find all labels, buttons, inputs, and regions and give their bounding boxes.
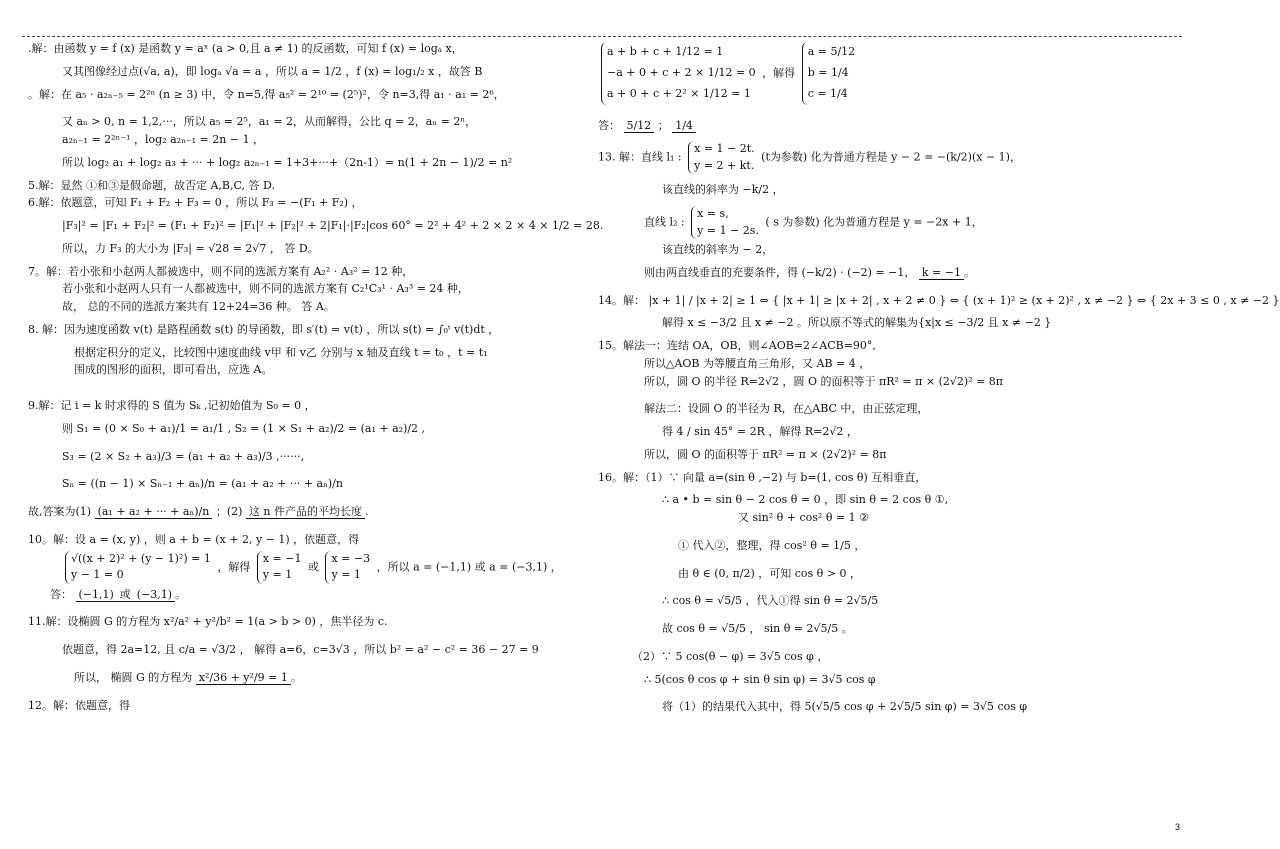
s13-line-5 [598, 266, 1188, 280]
s15-line-6: 所以，圆 O 的面积等于 πR² = π × (2√2)² = 8π [644, 447, 887, 461]
s10-tail: ，所以 a = (−1,1) 或 a = (−3,1) ， [376, 560, 562, 573]
s16-line-7: 故 cos θ = √5/5 ， sin θ = 2√5/5 。 [662, 622, 853, 636]
s9-answer-mid: ；(2) [215, 505, 243, 518]
s16-line-2: ∴ a • b = sin θ − 2 cos θ = 0 ，即 sin θ = 2 cos θ ①, [662, 493, 949, 507]
right-column [598, 42, 1280, 714]
s13-l1-prefix: 13. 解：直线 l₁ : [598, 150, 682, 164]
s9-answer [28, 505, 583, 519]
s13-l1-end: (t为参数) 化为普通方程是 y − 2 = −(k/2)(x − 1)， [761, 150, 1021, 164]
s9-answer-1: (a₁ + a₂ + ··· + aₙ)/n [95, 505, 213, 519]
s10-solve-label: ，解得 [217, 560, 251, 573]
s11-line-3-prefix: 所以， 椭圆 G 的方程为 [74, 670, 193, 684]
s10-sys2-eq1: x = −1 [262, 551, 302, 565]
s11-line-3 [28, 671, 583, 685]
s5-line: 5.解：显然 ①和③是假命题，故否定 A,B,C, 答 D. [28, 178, 275, 192]
s9-line-1: 9.解：记 i = k 时求得的 S 值为 Sₖ ,记初始值为 S₀ = 0 ， [28, 399, 316, 412]
s13-l3-end: ( s 为参数) 化为普通方程是 y = −2x + 1， [765, 215, 983, 229]
s4b-line-1: 。解：在 a₅ · a₂ₙ₋₅ = 2²ⁿ (n ≥ 3) 中，令 n=5,得 a₅² = 2¹⁰ = (2⁵)²，令 n=3,得 a₁ · a₁ = 2⁶， [28, 87, 505, 101]
s9-answer-prefix: 故,答案为(1) [28, 505, 92, 518]
s12-line-1: 12。解：依题意，得 [28, 698, 130, 712]
s4-line-2: 又其图像经过点(√a, a)，即 logₐ √a = a ，所以 a = 1/2 ，f (x) = log₁/₂ x ，故答 B [62, 64, 483, 78]
s10-answer-or: 或 [117, 588, 134, 602]
s13-l3-prefix: 直线 l₂ : [644, 215, 685, 229]
s13-line-3 [598, 206, 1188, 239]
s10-sys3-eq2: y = 1 [331, 568, 361, 581]
s10-answer-1: (−1,1) [76, 588, 117, 602]
s10-sys1-eq1: √((x + 2)² + (y − 1)²) = 1 [71, 551, 211, 565]
s7-line-3: 故， 总的不同的选派方案共有 12+24=36 种。 答 A。 [62, 300, 335, 313]
s13-answer: k = −1 [919, 266, 964, 280]
s4-line-1: .解：由函数 y = f (x) 是函数 y = aˣ (a > 0,且 a ≠ 1) 的反函数，可知 f (x) = logₐ x， [28, 42, 463, 55]
s9-answer-2: 这 n 件产品的平均长度 [246, 505, 365, 519]
s13-line-1 [598, 141, 1188, 174]
s10-answer [28, 588, 583, 602]
s7-line-1: 7。解：若小张和小赵两人都被选中，则不同的选派方案有 A₂² · A₃² = 12 种， [28, 264, 414, 278]
s12-system [598, 42, 1188, 105]
s9-answer-end: . [365, 505, 369, 518]
s14-line-2: 解得 x ≤ −3/2 且 x ≠ −2 。所以原不等式的解集为{x|x ≤ −3/2 且 x ≠ −2 } [662, 316, 1052, 330]
s10-system-2 [257, 551, 302, 584]
s15-line-4: 解法二：设圆 O 的半径为 R，在△ABC 中，由正弦定理， [644, 402, 929, 416]
s12-solve-label: ，解得 [762, 66, 796, 80]
s13-system-2 [691, 206, 759, 239]
s13-l5-end: 。 [963, 265, 975, 279]
s10-answer-label: 答： [50, 587, 72, 601]
s4b-line-4: 所以 log₂ a₁ + log₂ a₃ + ··· + log₂ a₂ₙ₋₁ = 1+3+···+（2n-1）= n(1 + 2n − 1)/2 = n² [62, 155, 513, 169]
s12-eq1: a + b + c + 1/12 = 1 [607, 45, 724, 58]
s10-sys3-eq1: x = −3 [331, 551, 371, 565]
s12-eq3: a + 0 + c + 2² × 1/12 = 1 [607, 86, 751, 100]
s15-line-1: 15。解法一：连结 OA，OB，则∠AOB=2∠ACB=90°, [598, 339, 876, 353]
s13-system-1 [688, 141, 755, 174]
s11-line-1: 11.解：设椭圆 G 的方程为 x²/a² + y²/b² = 1(a > b > 0) ，焦半径为 c. [28, 615, 388, 629]
page-top-rule [22, 36, 1182, 37]
s16-line-4: ① 代入②，整理，得 cos² θ = 1/5 ， [678, 538, 866, 552]
s15-line-2: 所以△AOB 为等腰直角三角形，又 AB = 4 ， [644, 356, 871, 370]
s7-line-2: 若小张和小赵两人只有一人都被选中，则不同的选派方案有 C₂¹C₃¹ · A₃³ = 24 种， [62, 282, 469, 296]
s16-line-1: 16。解：（1）∵ 向量 a=(sin θ ,−2) 与 b=(1, cos θ) 互相垂直， [598, 470, 927, 484]
s10-line-1: 10。解：设 a = (x, y) ，则 a + b = (x + 2, y − 1) ，依题意，得 [28, 532, 360, 546]
s11-ellipse-equation: x²/36 + y²/9 = 1 [196, 671, 291, 685]
s13-line-4: 该直线的斜率为 − 2， [662, 243, 774, 257]
s12-eq2: −a + 0 + c + 2 × 1/12 = 0 [607, 65, 756, 79]
s13-l5-text: 则由两直线垂直的充要条件，得 (−k/2) · (−2) = −1， [644, 265, 916, 279]
s6-line-1: 6.解：依题意，可知 F₁ + F₂ + F₃ = 0 ，所以 F₃ = −(F₁ + F₂) ， [28, 196, 363, 210]
s10-or: 或 [307, 560, 319, 573]
s13-sys2-eq1: x = s, [697, 207, 729, 221]
s14-line-1: 14。解： |x + 1| / |x + 2| ≥ 1 ⇔ { |x + 1| ≥ |x + 2| , x + 2 ≠ 0 } ⇔ { (x + 1)² ≥ (x + 2)² , x ≠ −2 } ⇔ { 2x + 3 ≤ 0 , x ≠ −2 } [598, 293, 1280, 307]
s16-line-9: ∴ 5(cos θ cos φ + sin θ sin φ) = 3√5 cos φ [644, 672, 876, 686]
s8-line-3: 围成的图形的面积，即可看出，应选 A。 [74, 363, 273, 377]
s16-line-10: 将（1）的结果代入其中，得 5(√5/5 cos φ + 2√5/5 sin φ) = 3√5 cos φ [662, 700, 1028, 714]
s10-answer-2: (−3,1) [134, 588, 175, 602]
s12-equations [601, 42, 756, 105]
s12-res-c: c = 1/4 [807, 86, 848, 100]
s6-line-3: 所以，力 F₃ 的大小为 |F₃| = √28 = 2√7 ， 答 D。 [62, 241, 319, 255]
s13-sys1-eq2: y = 2 + kt. [694, 158, 755, 172]
s10-line-2 [28, 551, 583, 584]
left-column [28, 42, 604, 712]
s10-system-1 [65, 551, 211, 584]
s11-line-3-end: 。 [290, 670, 302, 684]
s16-line-6: ∴ cos θ = √5/5 ，代入①得 sin θ = 2√5/5 [662, 594, 879, 608]
s15-line-3: 所以，圆 O 的半径 R=2√2 ，圆 O 的面积等于 πR² = π × (2√2)² = 8π [644, 374, 1004, 388]
s8-line-1: 8. 解：因为速度函数 v(t) 是路程函数 s(t) 的导函数，即 s′(t) = v(t) ，所以 s(t) = ∫₀ᵗ v(t)dt ， [28, 322, 500, 336]
s10-answer-end: 。 [175, 587, 187, 601]
s10-sys1-eq2: y − 1 = 0 [71, 568, 124, 581]
s12-answer-2: 1/4 [672, 119, 696, 133]
s8-line-2: 根据定积分的定义，比较图中速度曲线 v甲 和 v乙 分别与 x 轴及直线 t = t₀ ，t = t₁ [74, 345, 488, 359]
s12-results [802, 42, 855, 105]
s12-answer-1: 5/12 [624, 119, 655, 133]
s11-line-2: 依题意，得 2a=12, 且 c/a = √3/2 ， 解得 a=6，c=3√3 ，所以 b² = a² − c² = 36 − 27 = 9 [62, 643, 539, 656]
s16-line-8: （2）∵ 5 cos(θ − φ) = 3√5 cos φ ， [632, 649, 829, 663]
s12-answer [598, 119, 1188, 133]
page-number: 3 [1174, 822, 1180, 832]
s12-answer-sep: ； [657, 118, 669, 132]
s4b-line-3: a₂ₙ₋₁ = 2²ⁿ⁻¹ ，log₂ a₂ₙ₋₁ = 2n − 1 ， [62, 133, 265, 146]
s12-answer-label: 答： [598, 118, 620, 132]
s15-line-5: 得 4 / sin 45° = 2R ，解得 R=2√2 ， [662, 425, 858, 439]
s9-line-2: 则 S₁ = (0 × S₀ + a₁)/1 = a₁/1 , S₂ = (1 × S₁ + a₂)/2 = (a₁ + a₂)/2 , [62, 421, 426, 435]
s9-line-3: S₃ = (2 × S₂ + a₃)/3 = (a₁ + a₂ + a₃)/3 ,······, [62, 449, 305, 463]
s10-system-3 [325, 551, 370, 584]
s6-line-2: |F₃|² = |F₁ + F₂|² = (F₁ + F₂)² = |F₁|² + |F₂|² + 2|F₁|·|F₂|cos 60° = 2² + 4² + 2 × 2 × 4 × 1/2 = 28. [62, 219, 604, 232]
s13-sys2-eq2: y = 1 − 2s. [697, 223, 759, 237]
s12-res-a: a = 5/12 [807, 45, 856, 58]
s4b-line-2: 又 aₙ > 0, n = 1,2,···，所以 a₅ = 2⁵，a₁ = 2，从而解得，公比 q = 2，aₙ = 2ⁿ， [62, 115, 477, 129]
s13-sys1-eq1: x = 1 − 2t. [694, 142, 755, 156]
s13-line-2: 该直线的斜率为 −k/2 ， [662, 183, 784, 197]
s12-res-b: b = 1/4 [807, 65, 849, 79]
s16-line-3: 又 sin² θ + cos² θ = 1 ② [738, 511, 870, 525]
s9-line-4: Sₙ = ((n − 1) × Sₙ₋₁ + aₙ)/n = (a₁ + a₂ + ··· + aₙ)/n [62, 477, 343, 491]
s10-sys2-eq2: y = 1 [262, 568, 293, 581]
s16-line-5: 由 θ ∈ (0, π/2) ，可知 cos θ > 0 ， [678, 566, 862, 580]
